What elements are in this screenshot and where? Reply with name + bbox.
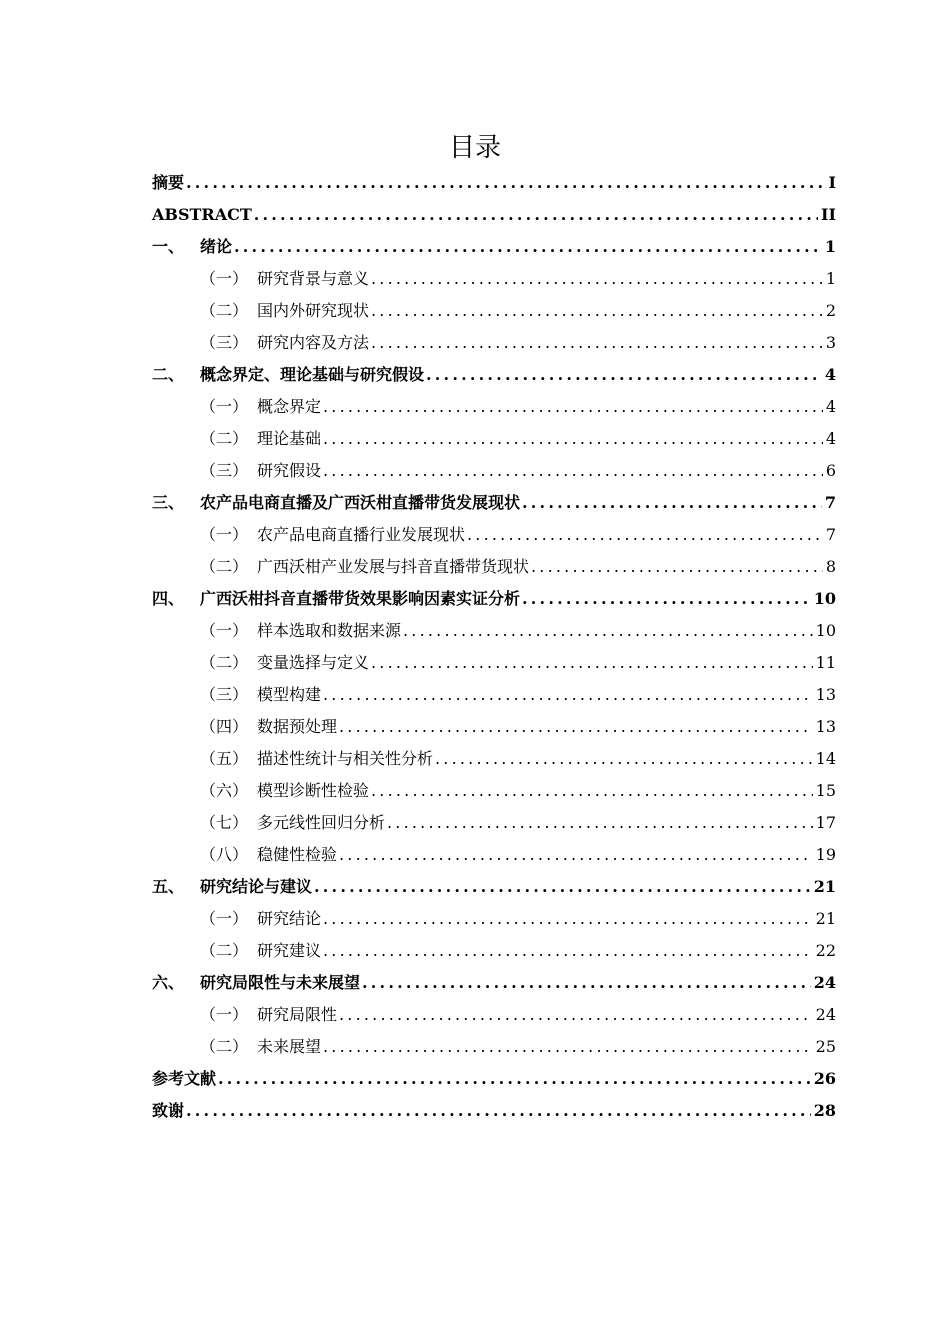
dot-leader <box>435 743 813 775</box>
toc-entry-number: （二） <box>200 557 249 576</box>
toc-entry[interactable] <box>152 999 836 1031</box>
toc-entry-page-number: 24 <box>813 973 836 992</box>
toc-entry-number: （一） <box>200 909 249 928</box>
toc-entry-number: （三） <box>200 333 249 352</box>
toc-entry-page-number: 4 <box>824 365 836 384</box>
toc-entry-number: （三） <box>200 461 249 480</box>
toc-entry[interactable] <box>152 295 836 327</box>
toc-entry-page-number: 4 <box>825 397 836 416</box>
toc-entry[interactable] <box>152 967 836 999</box>
toc-entry-page-number: 22 <box>815 941 836 960</box>
toc-entry-number: （四） <box>200 717 249 736</box>
toc-entry-title: ABSTRACT <box>152 205 252 224</box>
toc-entry-number: （二） <box>200 1037 249 1056</box>
toc-entry-page-number: 10 <box>813 589 836 608</box>
toc-entry[interactable] <box>152 167 836 199</box>
toc-entry-title: 研究建议 <box>257 941 322 960</box>
toc-entry[interactable] <box>152 903 836 935</box>
dot-leader <box>371 647 813 679</box>
toc-entry[interactable] <box>152 487 836 519</box>
toc-entry-title: 农产品电商直播及广西沃柑直播带货发展现状 <box>200 493 521 512</box>
toc-entry-number: （三） <box>200 685 249 704</box>
toc-entry-page-number: 10 <box>815 621 836 640</box>
toc-entry-number: （一） <box>200 269 249 288</box>
toc-entry[interactable] <box>152 551 836 583</box>
toc-entry[interactable] <box>152 231 836 263</box>
toc-entry-title: 研究结论 <box>257 909 322 928</box>
dot-leader <box>362 967 811 999</box>
dot-leader <box>403 615 813 647</box>
toc-entry-number: （二） <box>200 429 249 448</box>
toc-entry-number: （一） <box>200 621 249 640</box>
toc-entry-title: 农产品电商直播行业发展现状 <box>257 525 466 544</box>
toc-entry-title: 研究结论与建议 <box>200 877 313 896</box>
toc-entry[interactable] <box>152 743 836 775</box>
toc-entry-page-number: 13 <box>815 717 836 736</box>
toc-entry-page-number: I <box>828 173 836 192</box>
toc-entry-number: （五） <box>200 749 249 768</box>
dot-leader <box>218 1063 811 1095</box>
toc-entry-number: （七） <box>200 813 249 832</box>
dot-leader <box>186 1095 811 1127</box>
toc-entry-number: （一） <box>200 525 249 544</box>
toc-entry-number: 二、 <box>152 365 185 384</box>
toc-entry-page-number: 11 <box>815 653 836 672</box>
dot-leader <box>186 167 826 199</box>
dot-leader <box>467 519 823 551</box>
toc-entry-page-number: 3 <box>825 333 836 352</box>
dot-leader <box>371 295 823 327</box>
dot-leader <box>339 999 813 1031</box>
toc-entry-number: （二） <box>200 301 249 320</box>
toc-entry-title: 概念界定 <box>257 397 322 416</box>
toc-entry-page-number: 19 <box>815 845 836 864</box>
dot-leader <box>387 807 813 839</box>
toc-entry-page-number: 21 <box>815 909 836 928</box>
toc-entry-title: 绪论 <box>200 237 233 256</box>
toc-entry-page-number: 7 <box>824 493 836 512</box>
dot-leader <box>531 551 823 583</box>
dot-leader <box>426 359 822 391</box>
toc-entry[interactable] <box>152 1063 836 1095</box>
toc-entry[interactable] <box>152 455 836 487</box>
toc-entry[interactable] <box>152 583 836 615</box>
toc-title: 目录 <box>448 133 501 163</box>
toc-entry-number: （二） <box>200 941 249 960</box>
toc-entry-number: 一、 <box>152 237 185 256</box>
toc-entry-page-number: 1 <box>824 237 836 256</box>
toc-entry-number: （二） <box>200 653 249 672</box>
toc-entry-page-number: 6 <box>825 461 836 480</box>
toc-entry-page-number: 15 <box>815 781 836 800</box>
toc-entry-number: （八） <box>200 845 249 864</box>
toc-entry[interactable] <box>152 391 836 423</box>
dot-leader <box>371 327 823 359</box>
toc-entry-page-number: 26 <box>813 1069 836 1088</box>
toc-entry[interactable] <box>152 263 836 295</box>
toc-entry-page-number: 2 <box>825 301 836 320</box>
toc-entry-page-number: 7 <box>825 525 836 544</box>
toc-entry-title: 变量选择与定义 <box>257 653 370 672</box>
toc-entry-title: 摘要 <box>152 173 185 192</box>
toc-entry-title: 稳健性检验 <box>257 845 338 864</box>
dot-leader <box>522 583 811 615</box>
toc-entry-title: 广西沃柑抖音直播带货效果影响因素实证分析 <box>200 589 521 608</box>
dot-leader <box>323 455 823 487</box>
toc-entry-title: 多元线性回归分析 <box>257 813 386 832</box>
toc-entry-title: 致谢 <box>152 1101 185 1120</box>
toc-entry-number: （一） <box>200 1005 249 1024</box>
toc-entry-title: 未来展望 <box>257 1037 322 1056</box>
toc-entry-title: 研究背景与意义 <box>257 269 370 288</box>
toc-entry-page-number: 24 <box>815 1005 836 1024</box>
toc-entry-title: 研究局限性与未来展望 <box>200 973 361 992</box>
toc-entry[interactable] <box>152 1095 836 1127</box>
toc-entry[interactable] <box>152 775 836 807</box>
toc-entry-page-number: 28 <box>813 1101 836 1120</box>
toc-entry[interactable] <box>152 839 836 871</box>
toc-entry[interactable] <box>152 327 836 359</box>
toc-entry-number: 三、 <box>152 493 185 512</box>
dot-leader <box>323 391 823 423</box>
toc-entry-page-number: 13 <box>815 685 836 704</box>
toc-entry-title: 参考文献 <box>152 1069 217 1088</box>
toc-entry-title: 数据预处理 <box>257 717 338 736</box>
dot-leader <box>323 935 813 967</box>
toc-entry-title: 研究局限性 <box>257 1005 338 1024</box>
toc-entry-number: （六） <box>200 781 249 800</box>
dot-leader <box>254 199 818 231</box>
toc-entry-page-number: 8 <box>825 557 836 576</box>
toc-entry[interactable] <box>152 807 836 839</box>
toc-entry-title: 描述性统计与相关性分析 <box>257 749 434 768</box>
toc-entry-number: 六、 <box>152 973 185 992</box>
toc-entry-title: 研究假设 <box>257 461 322 480</box>
toc-entry-title: 研究内容及方法 <box>257 333 370 352</box>
dot-leader <box>339 711 813 743</box>
dot-leader <box>522 487 822 519</box>
dot-leader <box>371 775 813 807</box>
dot-leader <box>323 903 813 935</box>
toc-entry[interactable] <box>152 1031 836 1063</box>
dot-leader <box>323 1031 813 1063</box>
dot-leader <box>339 839 813 871</box>
toc-entry-title: 广西沃柑产业发展与抖音直播带货现状 <box>257 557 530 576</box>
dot-leader <box>323 423 823 455</box>
toc-entry-number: 四、 <box>152 589 185 608</box>
toc-entry-page-number: 14 <box>815 749 836 768</box>
toc-entry[interactable] <box>152 423 836 455</box>
dot-leader <box>234 231 822 263</box>
toc-entry-page-number: 4 <box>825 429 836 448</box>
toc-entry-title: 概念界定、理论基础与研究假设 <box>200 365 425 384</box>
toc-entry[interactable] <box>152 871 836 903</box>
toc-entry[interactable] <box>152 199 836 231</box>
toc-entry[interactable] <box>152 359 836 391</box>
toc-entry-page-number: 1 <box>825 269 836 288</box>
toc-list <box>152 167 836 1127</box>
toc-entry-number: （一） <box>200 397 249 416</box>
toc-entry[interactable] <box>152 679 836 711</box>
toc-entry[interactable] <box>152 519 836 551</box>
toc-entry[interactable] <box>152 711 836 743</box>
toc-entry-page-number: 17 <box>815 813 836 832</box>
toc-entry-page-number: 25 <box>815 1037 836 1056</box>
dot-leader <box>371 263 823 295</box>
toc-entry[interactable] <box>152 615 836 647</box>
toc-entry-title: 模型构建 <box>257 685 322 704</box>
dot-leader <box>314 871 811 903</box>
toc-entry-title: 模型诊断性检验 <box>257 781 370 800</box>
toc-entry[interactable] <box>152 647 836 679</box>
toc-entry-number: 五、 <box>152 877 185 896</box>
toc-entry-title: 样本选取和数据来源 <box>257 621 402 640</box>
toc-entry-title: 理论基础 <box>257 429 322 448</box>
toc-entry[interactable] <box>152 935 836 967</box>
toc-entry-page-number: 21 <box>813 877 836 896</box>
toc-entry-title: 国内外研究现状 <box>257 301 370 320</box>
toc-entry-page-number: II <box>821 205 836 224</box>
dot-leader <box>323 679 813 711</box>
